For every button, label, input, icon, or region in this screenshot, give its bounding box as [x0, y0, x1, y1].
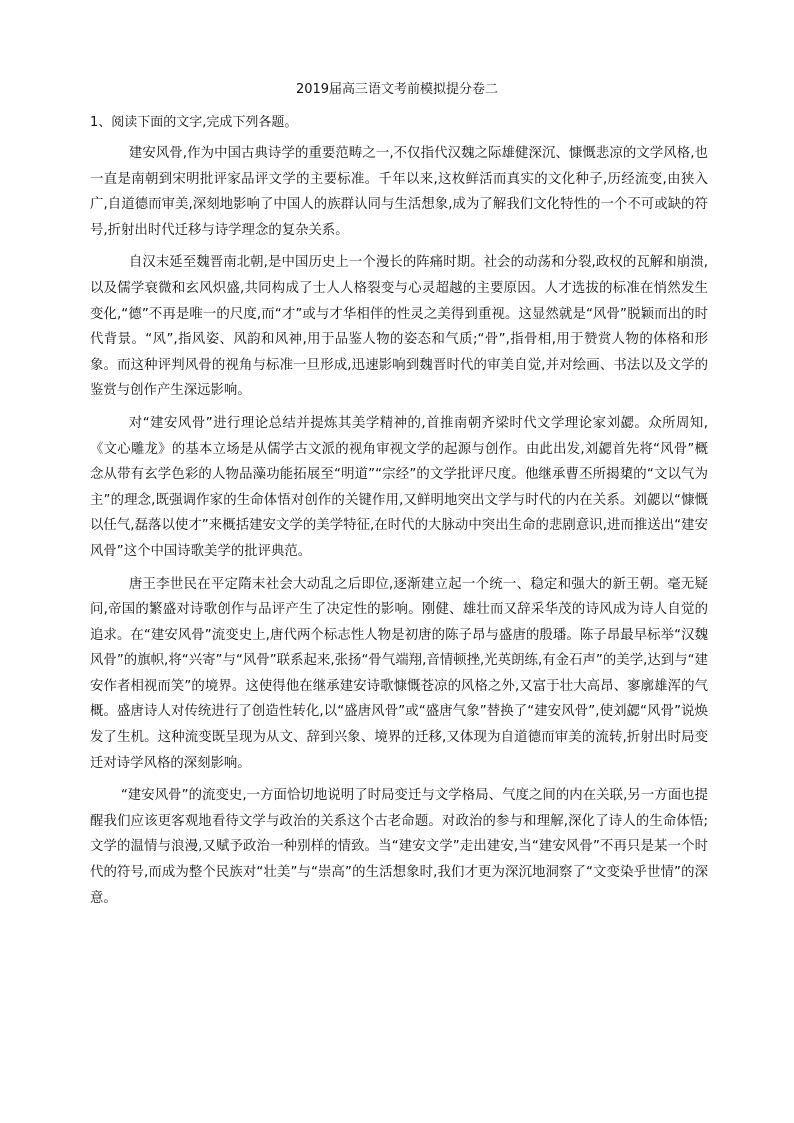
passage-paragraph-2: 自汉末延至魏晋南北朝,是中国历史上一个漫长的阵痛时期。社会的动荡和分裂,政权的瓦解和崩溃,以及儒学衰微和玄风炽盛,共同构成了士人人格裂变与心灵超越的主要原因。人才选拔的标准在悄然发生变化,“德”不再是唯一的尺度,而“才”或与才华相伴的性灵之美得到重视。这显然就是“风骨”脱颖而出的时代背景。“风”,指风姿、风韵和风神,用于品鉴人物的姿态和气质;“骨”,指骨相,用于赞赏人物的体格和形象。而这种评判风骨的视角与标准一旦形成,迅速影响到魏晋时代的审美自觉,并对绘画、书法以及文学的鉴赏与创作产生深远影响。: [90, 255, 708, 399]
passage-paragraph-3: 对“建安风骨”进行理论总结并提炼其美学精神的,首推南朝齐梁时代文学理论家刘勰。众所周知,《文心雕龙》的基本立场是从儒学古文派的视角审视文学的起源与创作。由此出发,刘勰首先将“风骨”概念从带有玄学色彩的人物品藻功能拓展至“明道”“宗经”的文学批评尺度。他继承曹丕所揭橥的“文以气为主”的理念,既强调作家的生命体悟对创作的关键作用,又鲜明地突出文学与时代的内在关系。刘勰以“慷慨以任气,磊落以使才”来概括建安文学的美学特征,在时代的大脉动中突出生命的悲剧意识,进而推送出“建安风骨”这个中国诗歌美学的批评典范。: [90, 415, 709, 559]
question-prompt: 1、阅读下面的文字,完成下列各题。: [90, 115, 298, 130]
reading-passage: [90, 141, 708, 918]
passage-paragraph-4: 唐王李世民在平定隋末社会大动乱之后即位,逐渐建立起一个统一、稳定和强大的新王朝。毫无疑问,帝国的繁盛对诗歌创作与品评产生了决定性的影响。刚健、雄壮而又辞采华茂的诗风成为诗人自觉的追求。在“建安风骨”流变史上,唐代两个标志性人物是初唐的陈子昂与盛唐的殷璠。陈子昂最早标举“汉魏风骨”的旗帜,将“兴寄”与“风骨”联系起来,张扬“骨气端翔,音情顿挫,光英朗练,有金石声”的美学,达到与“建安作者相视而笑”的境界。这使得他在继承建安诗歌慷慨苍凉的风格之外,又富于壮大高昂、寥廓雄浑的气概。盛唐诗人对传统进行了创造性转化,以“盛唐风骨”或“盛唐气象”替换了“建安风骨”,使刘勰“风骨”说焕发了生机。这种流变既呈现为从文、辞到兴象、境界的迁移,又体现为自道德而审美的流转,折射出时局变迁对诗学风格的深刻影响。: [90, 576, 708, 771]
passage-paragraph-1: 建安风骨,作为中国古典诗学的重要范畴之一,不仅指代汉魏之际雄健深沉、慷慨悲凉的文学风格,也一直是南朝到宋明批评家品评文学的主要标准。千年以来,这枚鲜活而真实的文化种子,历经流变,由狭入广,自道德而审美,深刻地影响了中国人的族群认同与生活想象,成为了解我们文化特性的一个不可或缺的符号,折射出时代迁移与诗学理念的复杂关系。: [90, 146, 708, 238]
document-title: 2019届高三语文考前模拟提分卷二: [295, 82, 499, 97]
passage-paragraph-5: “建安风骨”的流变史,一方面恰切地说明了时局变迁与文学格局、气度之间的内在关联,另一方面也提醒我们应该更客观地看待文学与政治的关系这个古老命题。对政治的参与和理解,深化了诗人的生命体悟;文学的温情与浪漫,又赋予政治一种别样的情致。当“建安文学”走出建安,当“建安风骨”不再只是某一个时代的符号,而成为整个民族对“壮美”与“崇高”的生活想象时,我们才更为深沉地洞察了“文变染乎世情”的深意。: [90, 788, 708, 906]
